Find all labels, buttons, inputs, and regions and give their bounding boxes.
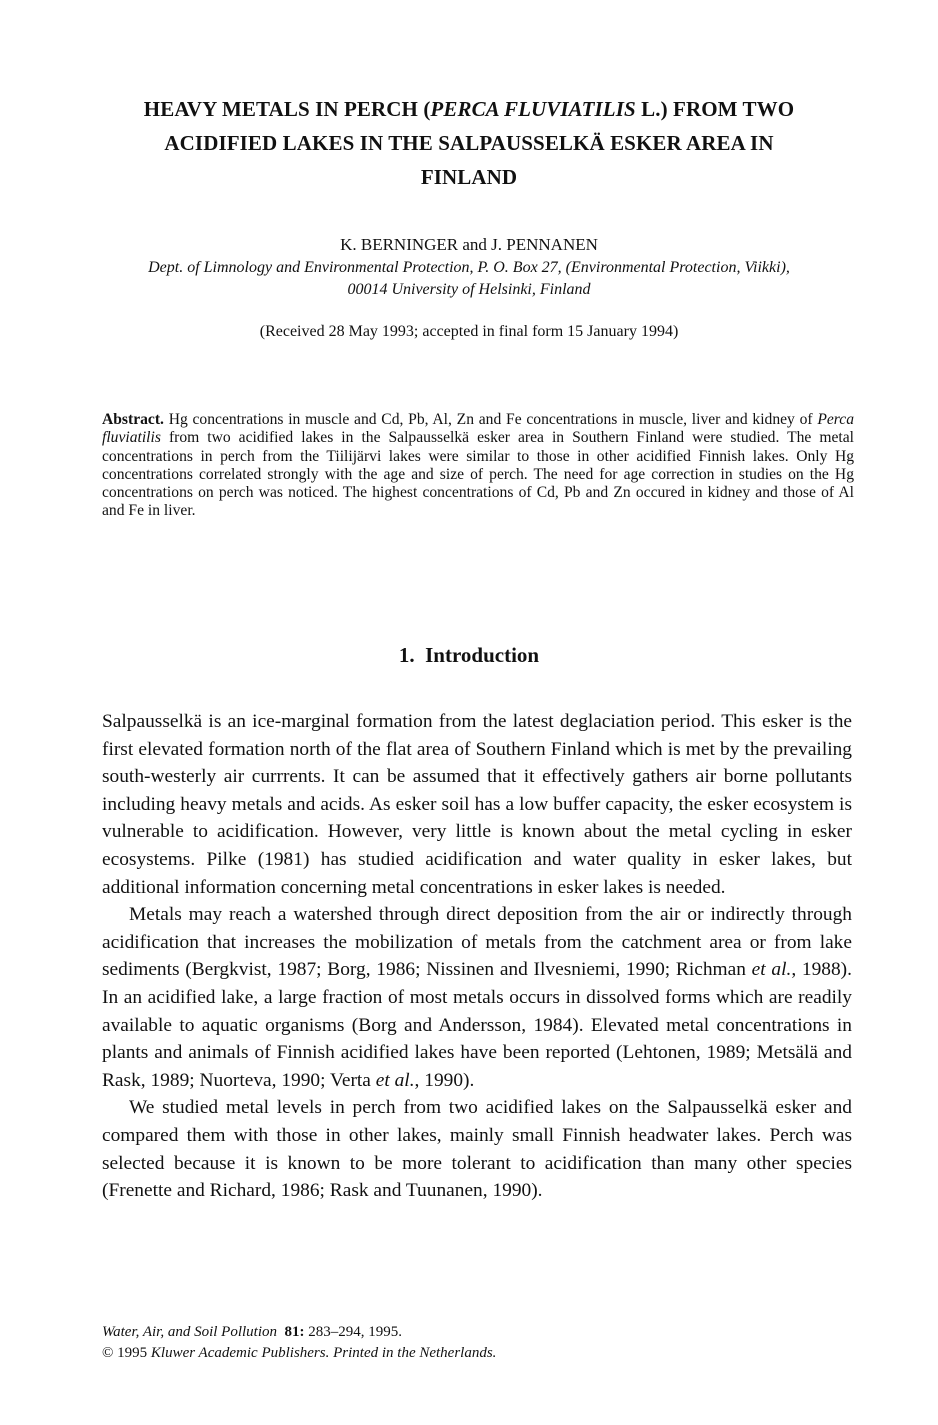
introduction-body bbox=[102, 708, 852, 1205]
affiliation bbox=[90, 257, 848, 301]
affiliation-line-2: 00014 University of Helsinki, Finland bbox=[347, 281, 591, 298]
abstract-label: Abstract. bbox=[102, 411, 164, 428]
paragraph-2: Metals may reach a watershed through direct deposition from the air or indirectly through acidification that increases the mobilization of metals from the catchment area or from lake sediments (Bergkvist, 1987; Borg, 1986; Nissinen and Ilvesniemi, 1990; Richman et al., 1988). In an acidified lake, a large fraction of most metals occurs in dissolved forms which are readily available to aquatic organisms (Borg and Andersson, 1984). Elevated metal concentrations in plants and animals of Finnish acidified lakes have been reported (Lehtonen, 1989; Metsälä and Rask, 1989; Nuorteva, 1990; Verta et al., 1990). bbox=[102, 904, 852, 1091]
title-line-2: ACIDIFIED LAKES IN THE SALPAUSSELKÄ ESKER AREA IN bbox=[164, 131, 774, 155]
copyright-icon: © bbox=[102, 1345, 114, 1361]
paragraph-1: Salpausselkä is an ice-marginal formation from the latest deglaciation period. This esker is the first elevated formation north of the flat area of Southern Finland which is met by the prevailing south-westerly air currrents. It can be assumed that it effectively gathers air borne pollutants including heavy metals and acids. As esker soil has a low buffer capacity, the esker ecosystem is vulnerable to acidification. However, very little is known about the metal cycling in esker ecosystems. Pilke (1981) has studied acidification and water quality in esker lakes, but additional information concerning metal concentrations in esker lakes is needed. bbox=[102, 711, 852, 898]
journal-citation: Water, Air, and Soil Pollution 81: 283–294, 1995. bbox=[102, 1324, 403, 1340]
abstract: Abstract. Hg concentrations in muscle and Cd, Pb, Al, Zn and Fe concentrations in muscle, liver and kidney of Perca fluviatilis from two acidified lakes in the Salpausselkä esker area in Southern Finland were studied. The metal concentrations in perch from the Tiilijärvi lakes were similar to those in other acidified Finnish lakes. Only Hg concentrations correlated strongly with the age and size of perch. The need for age correction in studies on the Hg concentrations on perch was noticed. The highest concentrations of Cd, Pb and Zn occured in kidney and those of Al and Fe in liver. bbox=[102, 411, 854, 520]
journal-footer bbox=[102, 1322, 802, 1364]
author-list: K. BERNINGER and J. PENNANEN bbox=[340, 235, 598, 254]
title-line-3: FINLAND bbox=[420, 165, 518, 189]
title-line-1: HEAVY METALS IN PERCH (PERCA FLUVIATILIS L.) FROM TWO bbox=[143, 97, 795, 121]
title-species-name: PERCA FLUVIATILIS bbox=[430, 97, 636, 121]
copyright-line: © 1995 Kluwer Academic Publishers. Printed in the Netherlands. bbox=[102, 1345, 497, 1361]
received-dates: (Received 28 May 1993; accepted in final form 15 January 1994) bbox=[259, 323, 679, 340]
abstract-species-name: Perca fluviatilis bbox=[102, 411, 854, 447]
paper-title bbox=[100, 92, 838, 194]
paragraph-3: We studied metal levels in perch from two acidified lakes on the Salpausselkä esker and compared them with those in other lakes, mainly small Finnish headwater lakes. Perch was selected because it is known to be more tolerant to acidification than many other species (Frenette and Richard, 1986; Rask and Tuunanen, 1990). bbox=[102, 1097, 852, 1202]
section-heading-introduction: 1. Introduction bbox=[398, 643, 540, 667]
affiliation-line-1: Dept. of Limnology and Environmental Protection, P. O. Box 27, (Environmental Protection, Viikki), bbox=[148, 259, 790, 276]
